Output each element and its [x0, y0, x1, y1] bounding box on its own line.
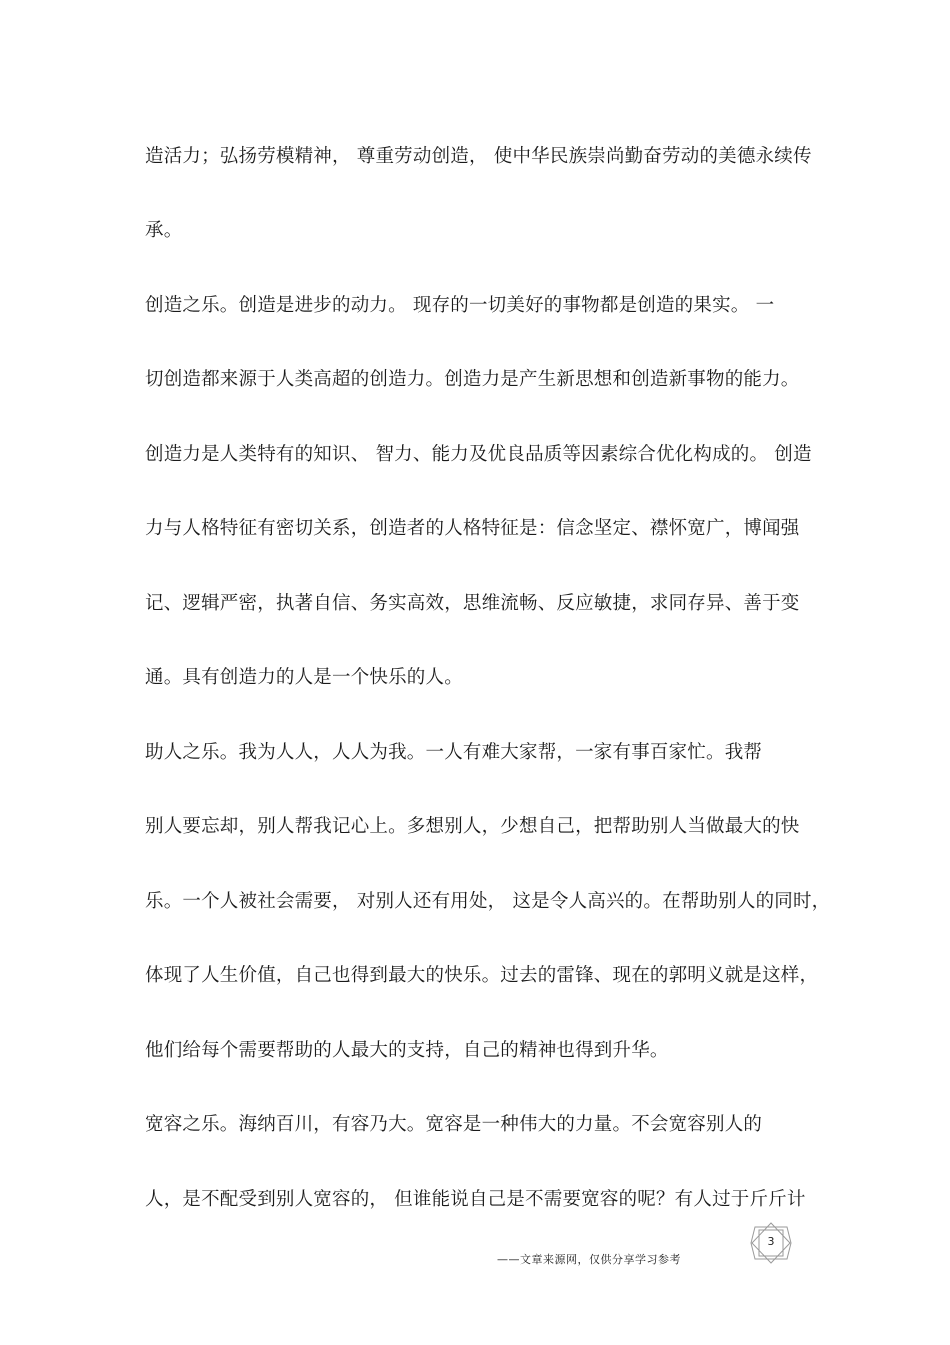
paragraph-line: 造活力；弘扬劳模精神， 尊重劳动创造， 使中华民族崇尚勤奋劳动的美德永续传: [145, 146, 812, 167]
paragraph-line: 创造之乐。创造是进步的动力。 现存的一切美好的事物都是创造的果实。 一: [145, 295, 775, 316]
paragraph-line: 记、逻辑严密，执著自信、务实高效，思维流畅、反应敏捷，求同存异、善于变: [145, 593, 800, 614]
paragraph-line: 宽容之乐。海纳百川，有容乃大。宽容是一种伟大的力量。不会宽容别人的: [145, 1114, 763, 1135]
paragraph-line: 人，是不配受到别人宽容的， 但谁能说自己是不需要宽容的呢？有人过于斤斤计: [145, 1189, 806, 1210]
paragraph-line: 创造力是人类特有的知识、 智力、能力及优良品质等因素综合优化构成的。 创造: [145, 444, 812, 465]
paragraph-line: 通。具有创造力的人是一个快乐的人。: [145, 667, 463, 688]
source-note: ——文章来源网，仅供分享学习参考: [497, 1253, 681, 1266]
paragraph-line: 助人之乐。我为人人，人人为我。一人有难大家帮，一家有事百家忙。我帮: [145, 742, 763, 763]
paragraph-line: 体现了人生价值，自己也得到最大的快乐。过去的雷锋、现在的郭明义就是这样，: [145, 965, 819, 986]
paragraph-line: 别人要忘却，别人帮我记心上。多想别人，少想自己，把帮助别人当做最大的快: [145, 816, 800, 837]
page-number-badge: [747, 1222, 795, 1264]
paragraph-line: 力与人格特征有密切关系，创造者的人格特征是：信念坚定、襟怀宽广，博闻强: [145, 518, 800, 539]
paragraph-line: 切创造都来源于人类高超的创造力。创造力是产生新思想和创造新事物的能力。: [145, 369, 800, 390]
paragraph-line: 他们给每个需要帮助的人最大的支持，自己的精神也得到升华。: [145, 1040, 669, 1061]
paragraph-line: 承。: [145, 220, 183, 241]
paragraph-line: 乐。一个人被社会需要， 对别人还有用处， 这是令人高兴的。在帮助别人的同时，: [145, 891, 831, 912]
page-number: 3: [767, 1235, 775, 1248]
